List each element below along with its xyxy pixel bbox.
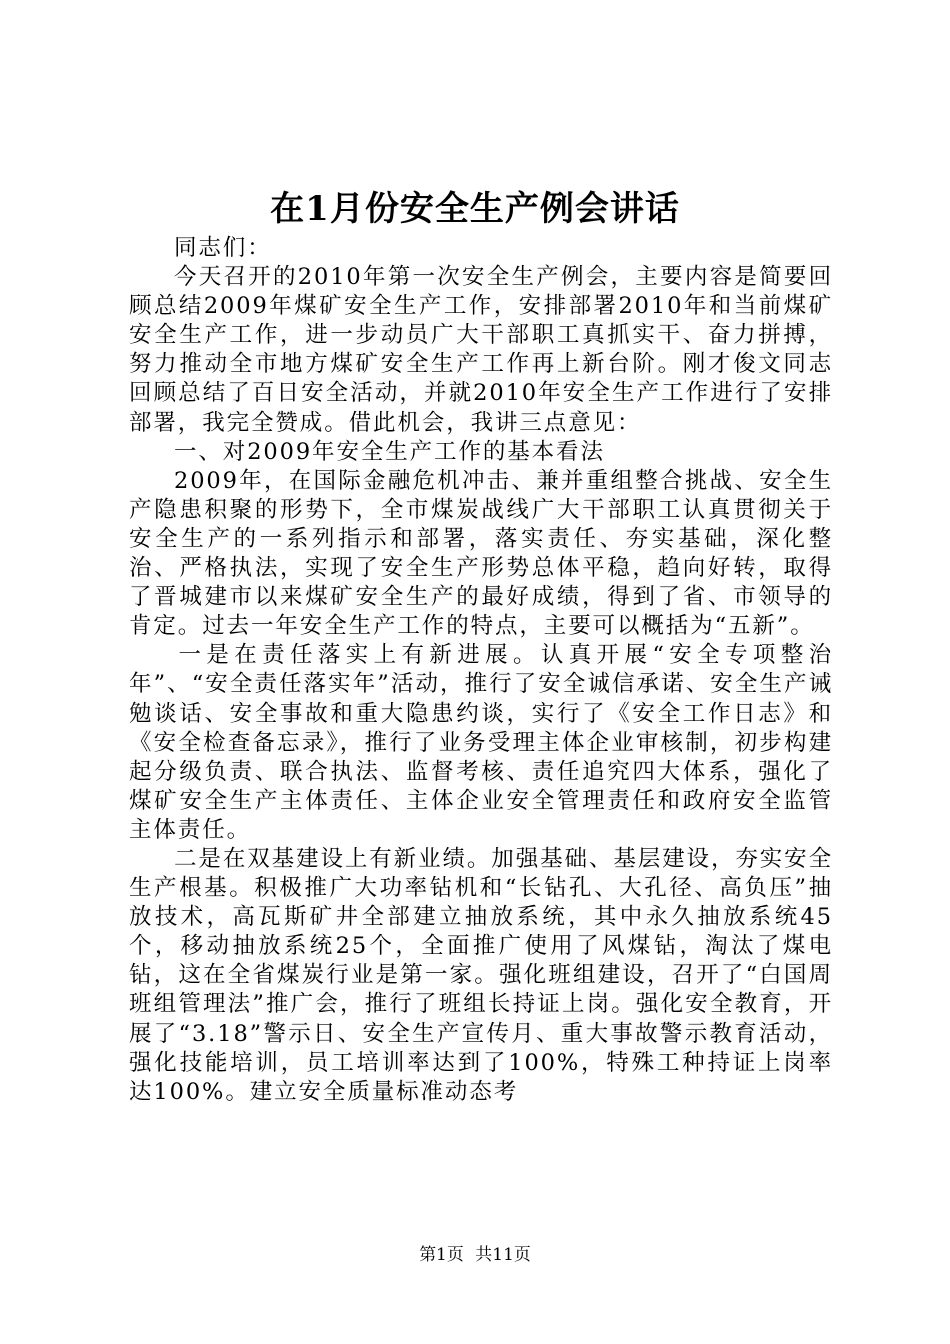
document-title: 在1月份安全生产例会讲话 [270,189,680,229]
paragraph-intro: 今天召开的2010年第一次安全生产例会，主要内容是简要回顾总结2009年煤矿安全生产工作，安排部署2010年和当前煤矿安全生产工作，进一步动员广大干部职工真抓实干、奋力拼搏，努力推动全市地方煤矿安全生产工作再上新台阶。刚才俊文同志回顾总结了百日安全活动，并就2010年安全生产工作进行了安排部署，我完全赞成。借此机会，我讲三点意见： [129,264,833,436]
page-footer [0,1243,950,1267]
section-heading: 一、对2009年安全生产工作的基本看法 [174,438,605,465]
paragraph-point-one: 一是在责任落实上有新进展。认真开展“安全专项整治年”、“安全责任落实年”活动，推行了安全诚信承诺、安全生产诫勉谈话、安全事故和重大隐患约谈，实行了《安全工作日志》和《安全检查备忘录》，推行了业务受理主体企业审核制，初步构建起分级负责、联合执法、监督考核、责任追究四大体系，强化了煤矿安全生产主体责任、主体企业安全管理责任和政府安全监管主体责任。 [129,642,833,843]
paragraph-overview: 2009年，在国际金融危机冲击、兼并重组整合挑战、安全生产隐患积聚的形势下，全市煤炭战线广大干部职工认真贯彻关于安全生产的一系列指示和部署，落实责任、夯实基础，深化整治、严格执法，实现了安全生产形势总体平稳，趋向好转，取得了晋城建市以来煤矿安全生产的最好成绩，得到了省、市领导的肯定。过去一年安全生产工作的特点，主要可以概括为“五新”。 [129,467,833,640]
paragraph-point-two: 二是在双基建设上有新业绩。加强基础、基层建设，夯实安全生产根基。积极推广大功率钻机和“长钻孔、大孔径、高负压”抽放技术，高瓦斯矿井全部建立抽放系统，其中永久抽放系统45个，移动抽放系统25个，全面推广使用了风煤钻，淘汰了煤电钻，这在全省煤炭行业是第一家。强化班组建设，召开了“白国周班组管理法”推广会，推行了班组长持证上岗。强化安全教育，开展了“3.18”警示日、安全生产宣传月、重大事故警示教育活动，强化技能培训，员工培训率达到了100%，特殊工种持证上岗率达100%。建立安全质量标准动态考 [129,845,833,1105]
salutation: 同志们： [174,235,272,261]
document-body [129,234,833,1107]
page-total: 共11页 [475,1245,531,1265]
page-number: 第1页 [419,1245,464,1265]
